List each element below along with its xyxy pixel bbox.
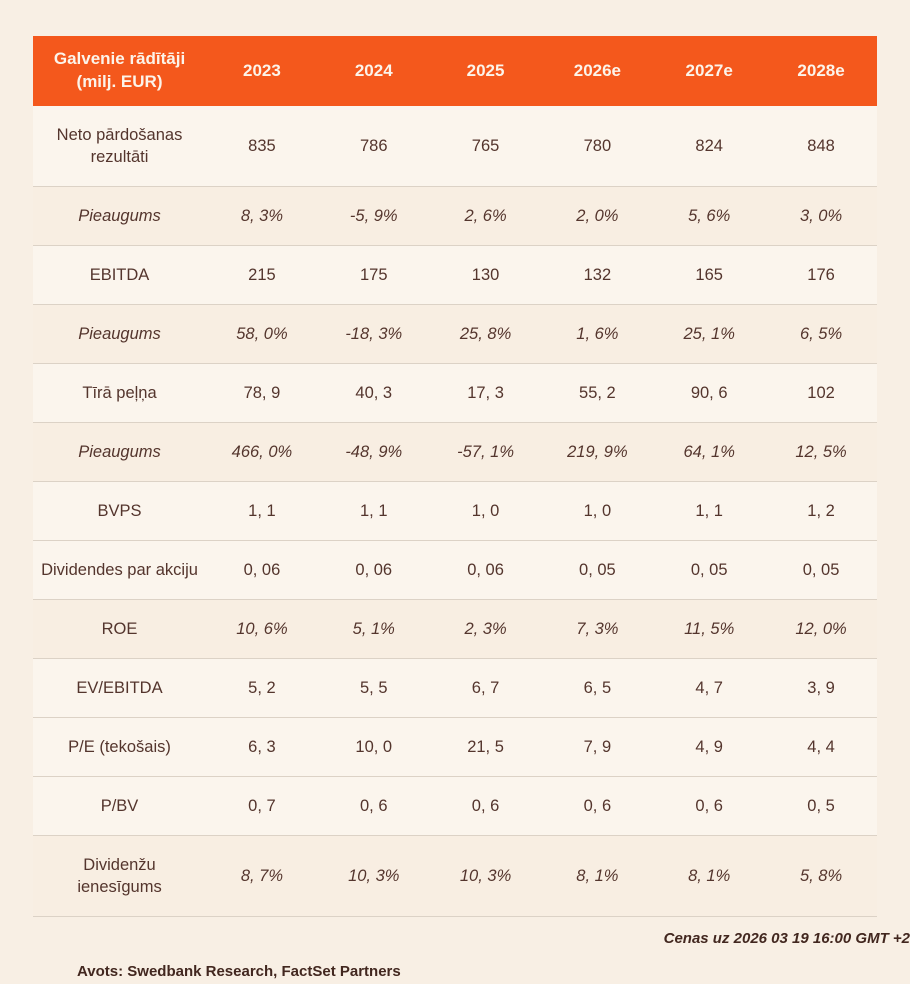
value-cell: 5, 6% — [688, 207, 731, 225]
value-cell: 10, 6% — [236, 620, 288, 638]
value-cell: 11, 5% — [684, 620, 735, 638]
value-cell: 58, 0% — [236, 325, 288, 343]
value-cell: 12, 5% — [795, 443, 847, 461]
value-cell: 6, 5% — [799, 325, 843, 343]
value-cell: 215 — [248, 266, 276, 284]
table-row — [33, 659, 877, 718]
year-column-header: 2026e — [541, 36, 653, 106]
value-cell: 835 — [248, 137, 276, 155]
value-cell: 2, 6% — [464, 207, 507, 225]
value-cell: 78, 9 — [243, 384, 281, 402]
value-cell: 5, 2 — [248, 679, 276, 697]
value-cell: 21, 5 — [467, 738, 504, 756]
value-cell: 8, 7% — [240, 867, 284, 885]
row-label: Neto pārdošanas rezultāti — [56, 126, 183, 166]
value-cell: 0, 06 — [243, 561, 281, 579]
value-cell: 40, 3 — [355, 384, 393, 402]
row-label: BVPS — [97, 502, 142, 520]
year-column-header: 2028e — [765, 36, 877, 106]
value-cell: 25, 8% — [459, 325, 512, 343]
value-cell: 3, 0% — [799, 207, 843, 225]
value-cell: 0, 05 — [579, 561, 616, 579]
table-row — [33, 423, 877, 482]
value-cell: 0, 05 — [802, 561, 840, 579]
table-row — [33, 187, 877, 246]
row-label: Pieaugums — [78, 207, 161, 225]
value-cell: 0, 6 — [583, 797, 612, 815]
row-label: EV/EBITDA — [76, 679, 163, 697]
value-cell: 17, 3 — [467, 384, 504, 402]
value-cell: 10, 0 — [355, 738, 393, 756]
value-cell: 132 — [583, 266, 612, 284]
value-cell: 8, 3% — [240, 207, 284, 225]
value-cell: 130 — [471, 266, 500, 284]
value-cell: 5, 1% — [352, 620, 395, 638]
value-cell: 0, 6 — [471, 797, 500, 815]
table-row — [33, 246, 877, 305]
value-cell: 10, 3% — [459, 867, 512, 885]
row-label: P/BV — [100, 797, 139, 815]
value-cell: 1, 1 — [695, 502, 723, 520]
value-cell: 848 — [807, 137, 835, 155]
row-label: Tīrā peļņa — [82, 384, 157, 402]
year-column-header: 2024 — [318, 36, 430, 106]
value-cell: 4, 4 — [807, 738, 835, 756]
value-cell: 0, 6 — [359, 797, 388, 815]
key-indicators-table — [33, 36, 877, 917]
value-cell: 4, 7 — [695, 679, 723, 697]
value-cell: -48, 9% — [345, 443, 403, 461]
table-row — [33, 541, 877, 600]
value-cell: 466, 0% — [231, 443, 293, 461]
value-cell: 786 — [359, 137, 388, 155]
value-cell: 7, 3% — [576, 620, 619, 638]
table-body — [33, 106, 877, 917]
table-row — [33, 482, 877, 541]
value-cell: 25, 1% — [683, 325, 735, 343]
table-row — [33, 718, 877, 777]
value-cell: 219, 9% — [567, 443, 628, 461]
value-cell: 1, 0 — [471, 502, 500, 520]
value-cell: 4, 9 — [695, 738, 723, 756]
value-cell: 8, 1% — [576, 867, 619, 885]
value-cell: 780 — [583, 137, 612, 155]
value-cell: 165 — [695, 266, 723, 284]
table-header-row — [33, 36, 877, 106]
source-attribution: Avots: Swedbank Research, FactSet Partners — [77, 963, 401, 980]
value-cell: 3, 9 — [807, 679, 835, 697]
value-cell: 824 — [695, 137, 723, 155]
row-label: ROE — [101, 620, 138, 638]
value-cell: 55, 2 — [579, 384, 616, 402]
value-cell: 0, 05 — [690, 561, 728, 579]
row-label: EBITDA — [89, 266, 150, 284]
value-cell: 765 — [471, 137, 500, 155]
row-label: Pieaugums — [78, 325, 161, 343]
table-row — [33, 364, 877, 423]
value-cell: -18, 3% — [345, 325, 403, 343]
table-row — [33, 777, 877, 836]
year-column-header: 2025 — [430, 36, 542, 106]
row-label: P/E (tekošais) — [68, 738, 171, 756]
year-column-header: 2027e — [653, 36, 765, 106]
value-cell: 175 — [359, 266, 388, 284]
value-cell: 102 — [807, 384, 835, 402]
value-cell: 10, 3% — [348, 867, 400, 885]
value-cell: 6, 7 — [471, 679, 500, 697]
year-column-header: 2023 — [206, 36, 318, 106]
value-cell: 1, 1 — [359, 502, 388, 520]
value-cell: 1, 2 — [807, 502, 835, 520]
value-cell: 176 — [807, 266, 835, 284]
value-cell: 7, 9 — [583, 738, 612, 756]
value-cell: 2, 0% — [576, 207, 619, 225]
table-row — [33, 600, 877, 659]
value-cell: 1, 6% — [576, 325, 619, 343]
value-cell: 0, 06 — [467, 561, 504, 579]
value-cell: -5, 9% — [349, 207, 398, 225]
row-label: Pieaugums — [78, 443, 161, 461]
table-title: Galvenie rādītāji (milj. EUR) — [33, 36, 206, 106]
value-cell: 90, 6 — [690, 384, 728, 402]
value-cell: 5, 5 — [359, 679, 388, 697]
value-cell: 0, 6 — [695, 797, 723, 815]
value-cell: 0, 06 — [355, 561, 393, 579]
value-cell: -57, 1% — [457, 443, 514, 461]
value-cell: 0, 5 — [807, 797, 835, 815]
table-row — [33, 106, 877, 187]
value-cell: 8, 1% — [688, 867, 731, 885]
value-cell: 6, 3 — [248, 738, 276, 756]
value-cell: 64, 1% — [683, 443, 735, 461]
value-cell: 5, 8% — [799, 867, 843, 885]
value-cell: 2, 3% — [464, 620, 507, 638]
row-label: Dividendes par akciju — [41, 561, 198, 579]
table-row — [33, 836, 877, 917]
value-cell: 0, 7 — [248, 797, 276, 815]
row-label: Dividenžu ienesīgums — [77, 856, 162, 896]
value-cell: 1, 1 — [248, 502, 276, 520]
price-timestamp-note: Cenas uz 2026 03 19 16:00 GMT +2 — [663, 930, 910, 947]
table-row — [33, 305, 877, 364]
value-cell: 6, 5 — [583, 679, 612, 697]
value-cell: 1, 0 — [583, 502, 612, 520]
table-footer — [66, 930, 910, 980]
value-cell: 12, 0% — [795, 620, 847, 638]
